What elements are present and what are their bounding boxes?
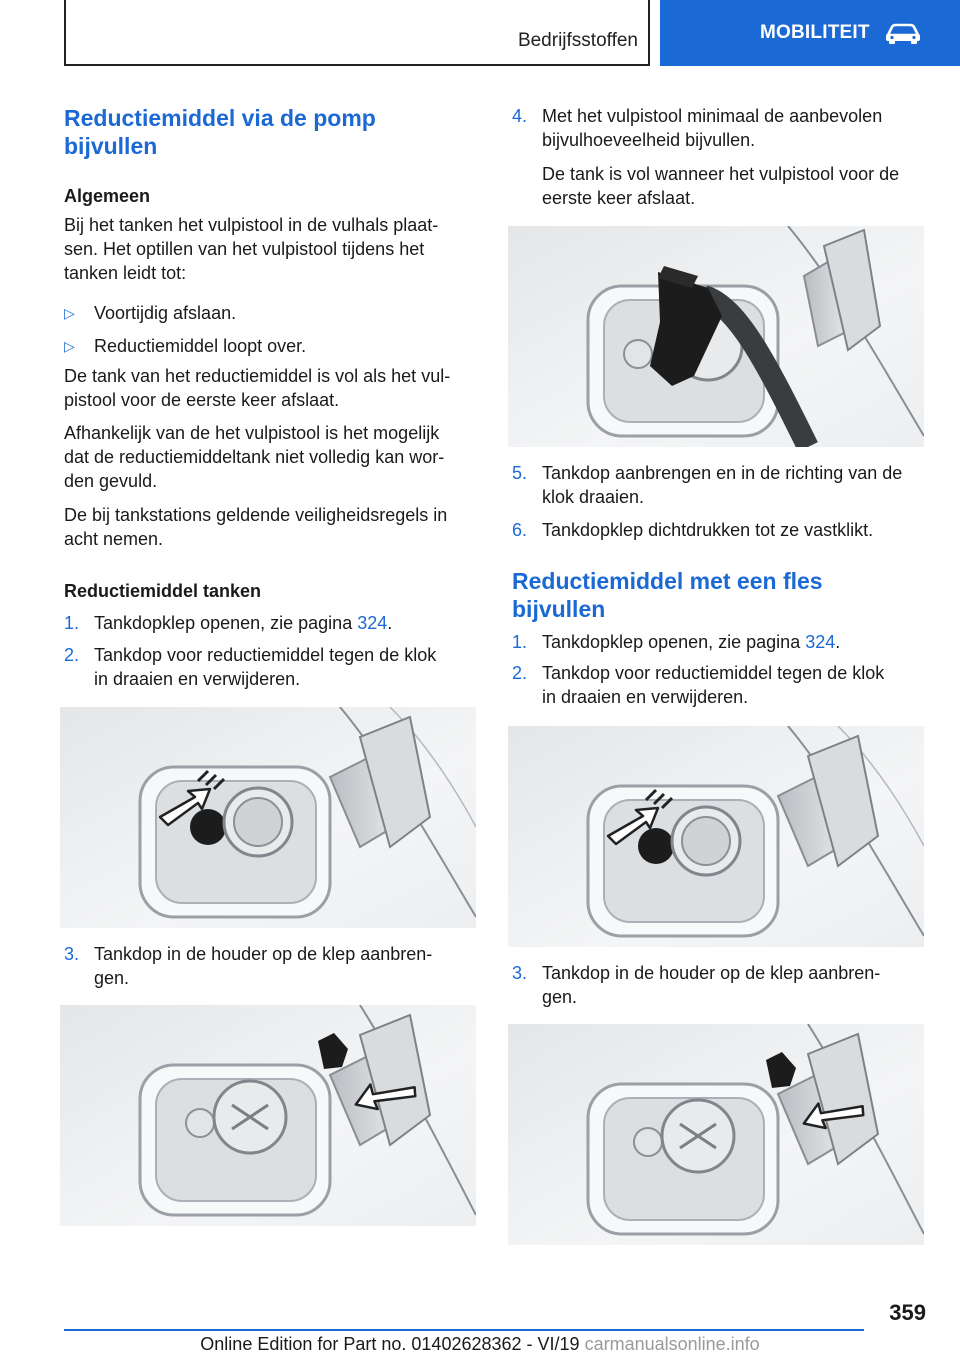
step-text bbox=[94, 942, 432, 990]
step-text-part: . bbox=[387, 613, 393, 633]
footer-edition-text: Online Edition for Part no. 01402628362 - VI/19 bbox=[200, 1334, 580, 1354]
page-link[interactable]: 324 bbox=[357, 613, 388, 633]
step-number: 3. bbox=[512, 963, 528, 983]
step-text bbox=[542, 661, 884, 709]
car-icon bbox=[884, 21, 922, 45]
text-line: Met het vulpistool minimaal de aanbevolen bbox=[542, 106, 883, 126]
bullet-text: Voortijdig afslaan. bbox=[94, 303, 237, 323]
fuel-door-illustration bbox=[60, 707, 476, 928]
text-line: gen. bbox=[542, 987, 578, 1007]
text-line: De tank van het reductiemiddel is vol als het vul- bbox=[64, 366, 451, 386]
step-text bbox=[542, 961, 880, 1009]
step-number: 6. bbox=[512, 520, 528, 540]
text-line: De tank is vol wanneer het vulpistool voor de bbox=[542, 164, 900, 184]
step-number: 5. bbox=[512, 463, 528, 483]
fuel-door-illustration bbox=[508, 726, 924, 947]
header-section-box bbox=[64, 0, 650, 66]
text-line: Tankdop voor reductiemiddel tegen de klok bbox=[542, 663, 885, 683]
header-chapter-tab[interactable] bbox=[660, 0, 960, 66]
figure-store-cap bbox=[60, 1005, 476, 1226]
step-number: 1. bbox=[512, 632, 528, 652]
page-link[interactable]: 324 bbox=[805, 632, 836, 652]
figure-fill-nozzle bbox=[508, 226, 924, 447]
fuel-door-illustration bbox=[508, 1024, 924, 1245]
paragraph-nozzle-dependence bbox=[64, 421, 444, 493]
step-text-part: . bbox=[835, 632, 841, 652]
text-line: tanken leidt tot: bbox=[64, 263, 187, 283]
step-number: 1. bbox=[64, 613, 80, 633]
fuel-door-illustration bbox=[508, 226, 924, 447]
heading-line: bijvullen bbox=[64, 133, 158, 159]
figure-remove-cap bbox=[60, 707, 476, 928]
text-line: De bij tankstations geldende veiligheidsregels in bbox=[64, 505, 448, 525]
step-number: 3. bbox=[64, 944, 80, 964]
heading-line: Reductiemiddel met een fles bbox=[512, 568, 823, 594]
text-line: gen. bbox=[94, 968, 130, 988]
subheading-refuel: Reductiemiddel tanken bbox=[64, 581, 262, 601]
step-number: 4. bbox=[512, 106, 528, 126]
paragraph-safety bbox=[64, 503, 447, 551]
text-line: eerste keer afslaat. bbox=[542, 188, 696, 208]
text-line: bijvulhoeveelheid bijvullen. bbox=[542, 130, 756, 150]
text-line: Tankdop voor reductiemiddel tegen de klok bbox=[94, 645, 437, 665]
text-line: Tankdop in de houder op de klep aanbren- bbox=[94, 944, 433, 964]
subheading-general: Algemeen bbox=[64, 186, 151, 206]
figure-remove-cap-bottle bbox=[508, 726, 924, 947]
step-note bbox=[542, 162, 899, 210]
text-line: pistool voor de eerste keer afslaat. bbox=[64, 390, 340, 410]
text-line: acht nemen. bbox=[64, 529, 164, 549]
text-line: Bij het tanken het vulpistool in de vulhals plaat- bbox=[64, 215, 439, 235]
text-line: sen. Het optillen van het vulpistool tijdens het bbox=[64, 239, 425, 259]
text-line: in draaien en verwijderen. bbox=[542, 687, 749, 707]
bullet-text: Reductiemiddel loopt over. bbox=[94, 336, 307, 356]
text-line: Afhankelijk van de het vulpistool is het mogelijk bbox=[64, 423, 440, 443]
step-text bbox=[542, 630, 840, 654]
step-number: 2. bbox=[64, 645, 80, 665]
paragraph-tank-full bbox=[64, 364, 450, 412]
step-text-part: Tankdopklep openen, zie pagina bbox=[94, 613, 358, 633]
figure-store-cap-bottle bbox=[508, 1024, 924, 1245]
step-text bbox=[94, 643, 436, 691]
triangle-bullet-icon: ▷ bbox=[64, 305, 75, 321]
text-line: klok draaien. bbox=[542, 487, 645, 507]
step-text bbox=[94, 611, 392, 635]
triangle-bullet-icon: ▷ bbox=[64, 338, 75, 354]
footer-divider bbox=[64, 1329, 864, 1331]
text-line: Tankdop in de houder op de klep aanbren- bbox=[542, 963, 881, 983]
text-line: in draaien en verwijderen. bbox=[94, 669, 301, 689]
footer-edition bbox=[0, 1334, 960, 1355]
fuel-door-illustration bbox=[60, 1005, 476, 1226]
page-number: 359 bbox=[889, 1300, 926, 1325]
header-section-title: Bedrijfsstoffen bbox=[517, 30, 638, 51]
step-text bbox=[542, 518, 873, 542]
step-text bbox=[542, 104, 882, 152]
footer-watermark: carmanualsonline.info bbox=[584, 1334, 760, 1354]
header-chapter-label: MOBILITEIT bbox=[760, 22, 870, 43]
heading-line: bijvullen bbox=[512, 596, 606, 622]
step-text-part: Tankdopklep openen, zie pagina bbox=[542, 632, 806, 652]
text-line: Tankdopklep dichtdrukken tot ze vastklikt. bbox=[542, 520, 874, 540]
text-line: den gevuld. bbox=[64, 471, 158, 491]
step-text bbox=[542, 461, 902, 509]
heading-line: Reductiemiddel via de pomp bbox=[64, 105, 376, 131]
text-line: dat de reductiemiddeltank niet volledig kan wor- bbox=[64, 447, 445, 467]
text-line: Tankdop aanbrengen en in de richting van de bbox=[542, 463, 903, 483]
section-heading-pump bbox=[64, 104, 376, 160]
general-paragraph bbox=[64, 213, 478, 285]
section-heading-bottle bbox=[512, 567, 823, 623]
step-number: 2. bbox=[512, 663, 528, 683]
